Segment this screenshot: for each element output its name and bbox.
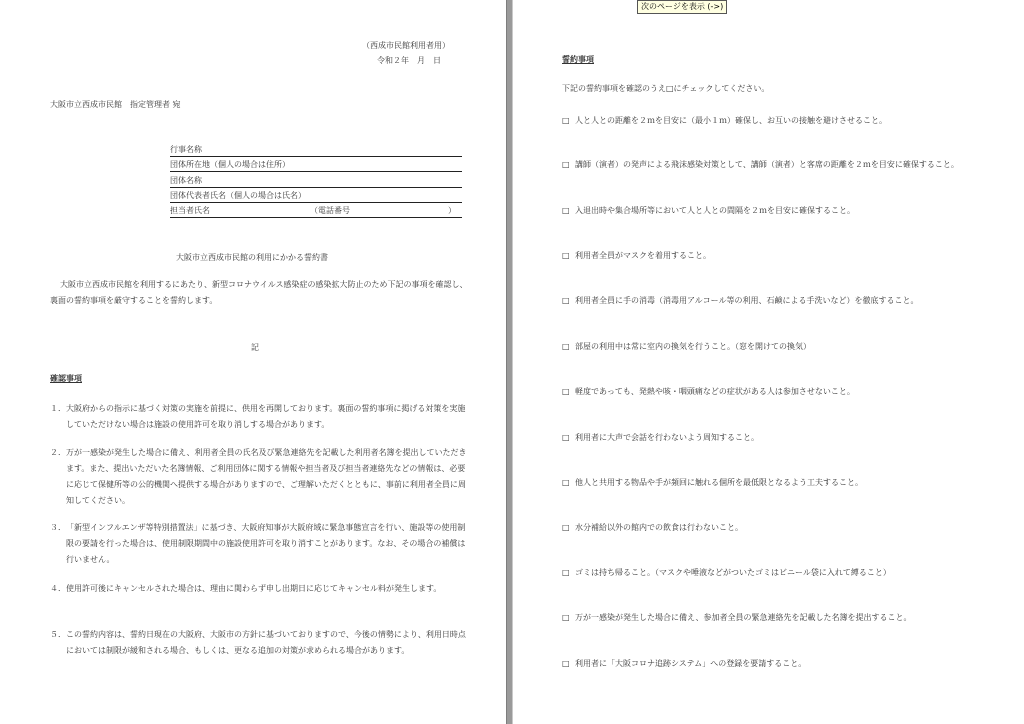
checkbox-icon[interactable]: □ [562,116,570,125]
phone-close: ） [448,206,456,215]
confirm-item-5: この誓約内容は、誓約日現在の大阪府、大阪市の方針に基づいておりますので、今後の情勢により、利用日時点においては制限が緩和される場合、もしくは、更なる追加の対策が求められる場合があります。 [66,630,466,655]
checkbox-icon[interactable]: □ [562,613,570,622]
field-event-name[interactable] [170,144,462,157]
pledge-item-5[interactable] [562,294,982,307]
pledge-text: 入退出時や集合場所等において人と人との間隔を２ｍを目安に確保すること。 [575,206,855,215]
checkbox-icon[interactable]: □ [562,478,570,487]
field-contact-name[interactable] [170,205,462,218]
intro-paragraph: 大阪市立西成市民館を利用するにあたり、新型コロナウイルス感染症の感染拡大防止のため下記の事項を確認し、裏面の誓約事項を厳守することを誓約します。 [50,280,468,305]
checkbox-icon[interactable]: □ [562,523,570,532]
pledge-item-2[interactable] [562,158,982,171]
item-number: ５． [50,630,66,639]
pledge-text: 講師（演者）の発声による飛沫感染対策として、講師（演者）と客席の距離を２ｍを目安に確保すること。 [575,160,959,169]
checkbox-icon[interactable]: □ [562,160,570,169]
field-org-name[interactable] [170,175,462,188]
field-label: 団体名称 [170,176,202,185]
checkbox-icon[interactable]: □ [562,251,570,260]
field-label: 行事名称 [170,145,202,154]
pledge-text: 軽度であっても、発熱や咳・咽頭痛などの症状がある人は参加させないこと。 [575,387,855,396]
checkbox-icon[interactable]: □ [562,659,570,668]
pledge-text: 部屋の利用中は常に室内の換気を行うこと。（窓を開けての換気） [575,342,811,351]
field-label: 団体代表者氏名（個人の場合は氏名） [170,191,306,200]
usage-label: （西成市民館利用者用） [362,41,450,50]
pledge-item-12[interactable] [562,611,982,624]
pledge-instruction: 下記の誓約事項を確認のうえ□にチェックしてください。 [562,84,770,93]
pledge-item-13[interactable] [562,657,982,670]
ki-label: 記 [251,343,259,352]
pledge-text: 利用者に大声で会話を行わないよう周知すること。 [575,433,759,442]
document-title: 大阪市立西成市民館の利用にかかる誓約書 [176,253,328,262]
field-label: 団体所在地（個人の場合は住所） [170,160,290,169]
item-number: ４． [50,584,66,593]
pledge-text: 利用者全員がマスクを着用すること。 [575,251,711,260]
field-org-address[interactable] [170,159,462,172]
confirm-item-3: 「新型インフルエンザ等特別措置法」に基づき、大阪府知事が大阪府域に緊急事態宣言を行い、施設等の使用制限の要請を行った場合は、使用制限期間中の施設使用許可を取り消すことがあります。なお、その場合の補償は行いません。 [66,523,466,564]
checkbox-icon[interactable]: □ [562,568,570,577]
page-gutter [506,0,513,724]
next-page-tooltip: 次のページを表示 (->) [637,0,727,14]
checkbox-icon[interactable]: □ [562,387,570,396]
pledge-text: 他人と共用する物品や手が頻回に触れる個所を最低限となるよう工夫すること。 [575,478,863,487]
item-number: １． [50,404,66,413]
left-page [0,0,506,724]
pledge-item-10[interactable] [562,521,982,534]
pledge-text: 万が一感染が発生した場合に備え、参加者全員の緊急連絡先を記載した名簿を提出すること。 [575,613,912,622]
pledge-item-7[interactable] [562,385,982,398]
item-number: ２． [50,448,66,457]
pledge-text: 水分補給以外の館内での飲食は行わないこと。 [575,523,743,532]
pledge-text: ゴミは持ち帰ること。（マスクや唾液などがついたゴミはビニール袋に入れて縛ること） [575,568,891,577]
pledge-item-3[interactable] [562,204,982,217]
phone-label: （電話番号 [310,206,350,215]
checkbox-icon[interactable]: □ [562,433,570,442]
pledge-item-9[interactable] [562,476,982,489]
checkbox-icon[interactable]: □ [562,296,570,305]
confirm-item-1: 大阪府からの指示に基づく対策の実施を前提に、供用を再開しております。裏面の誓約事項に掲げる対策を実施していただけない場合は施設の使用許可を取り消しする場合があります。 [66,404,466,429]
field-representative-name[interactable] [170,190,462,203]
pledge-text: 利用者全員に手の消毒（消毒用アルコール等の利用、石鹸による手洗いなど）を徹底すること。 [575,296,919,305]
pledge-text: 人と人との距離を２ｍを目安に（最小１ｍ）確保し、お互いの接触を避けさせること。 [575,116,887,125]
item-number: ３． [50,523,66,532]
pledge-item-11[interactable] [562,566,982,579]
confirm-item-4: 使用許可後にキャンセルされた場合は、理由に関わらず申し出期日に応じてキャンセル料が発生します。 [66,584,442,593]
checkbox-icon[interactable]: □ [562,342,570,351]
addressee: 大阪市立西成市民館 指定管理者 宛 [50,100,181,109]
pledge-text: 利用者に「大阪コロナ追跡システム」への登録を要請すること。 [575,659,807,668]
confirm-heading: 確認事項 [50,373,82,383]
pledge-item-4[interactable] [562,249,982,262]
pledge-item-8[interactable] [562,431,982,444]
field-label: 担当者氏名 [170,206,210,215]
date-line: 令和２年 月 日 [377,56,441,65]
confirm-item-2: 万が一感染が発生した場合に備え、利用者全員の氏名及び緊急連絡先を記載した利用者名簿を提出していただきます。また、提出いただいた名簿情報、ご利用団体に関する情報や担当者及び担当者連絡先などの情報は、必要に応じて保健所等の公的機関へ提供する場合がありますので、ご理解いただくとともに、事前に利用者全員に周知してください。 [66,448,467,505]
checkbox-icon[interactable]: □ [562,206,570,215]
pledge-item-1[interactable] [562,114,982,127]
pledge-item-6[interactable] [562,340,982,353]
pledge-heading: 誓約事項 [562,54,594,64]
